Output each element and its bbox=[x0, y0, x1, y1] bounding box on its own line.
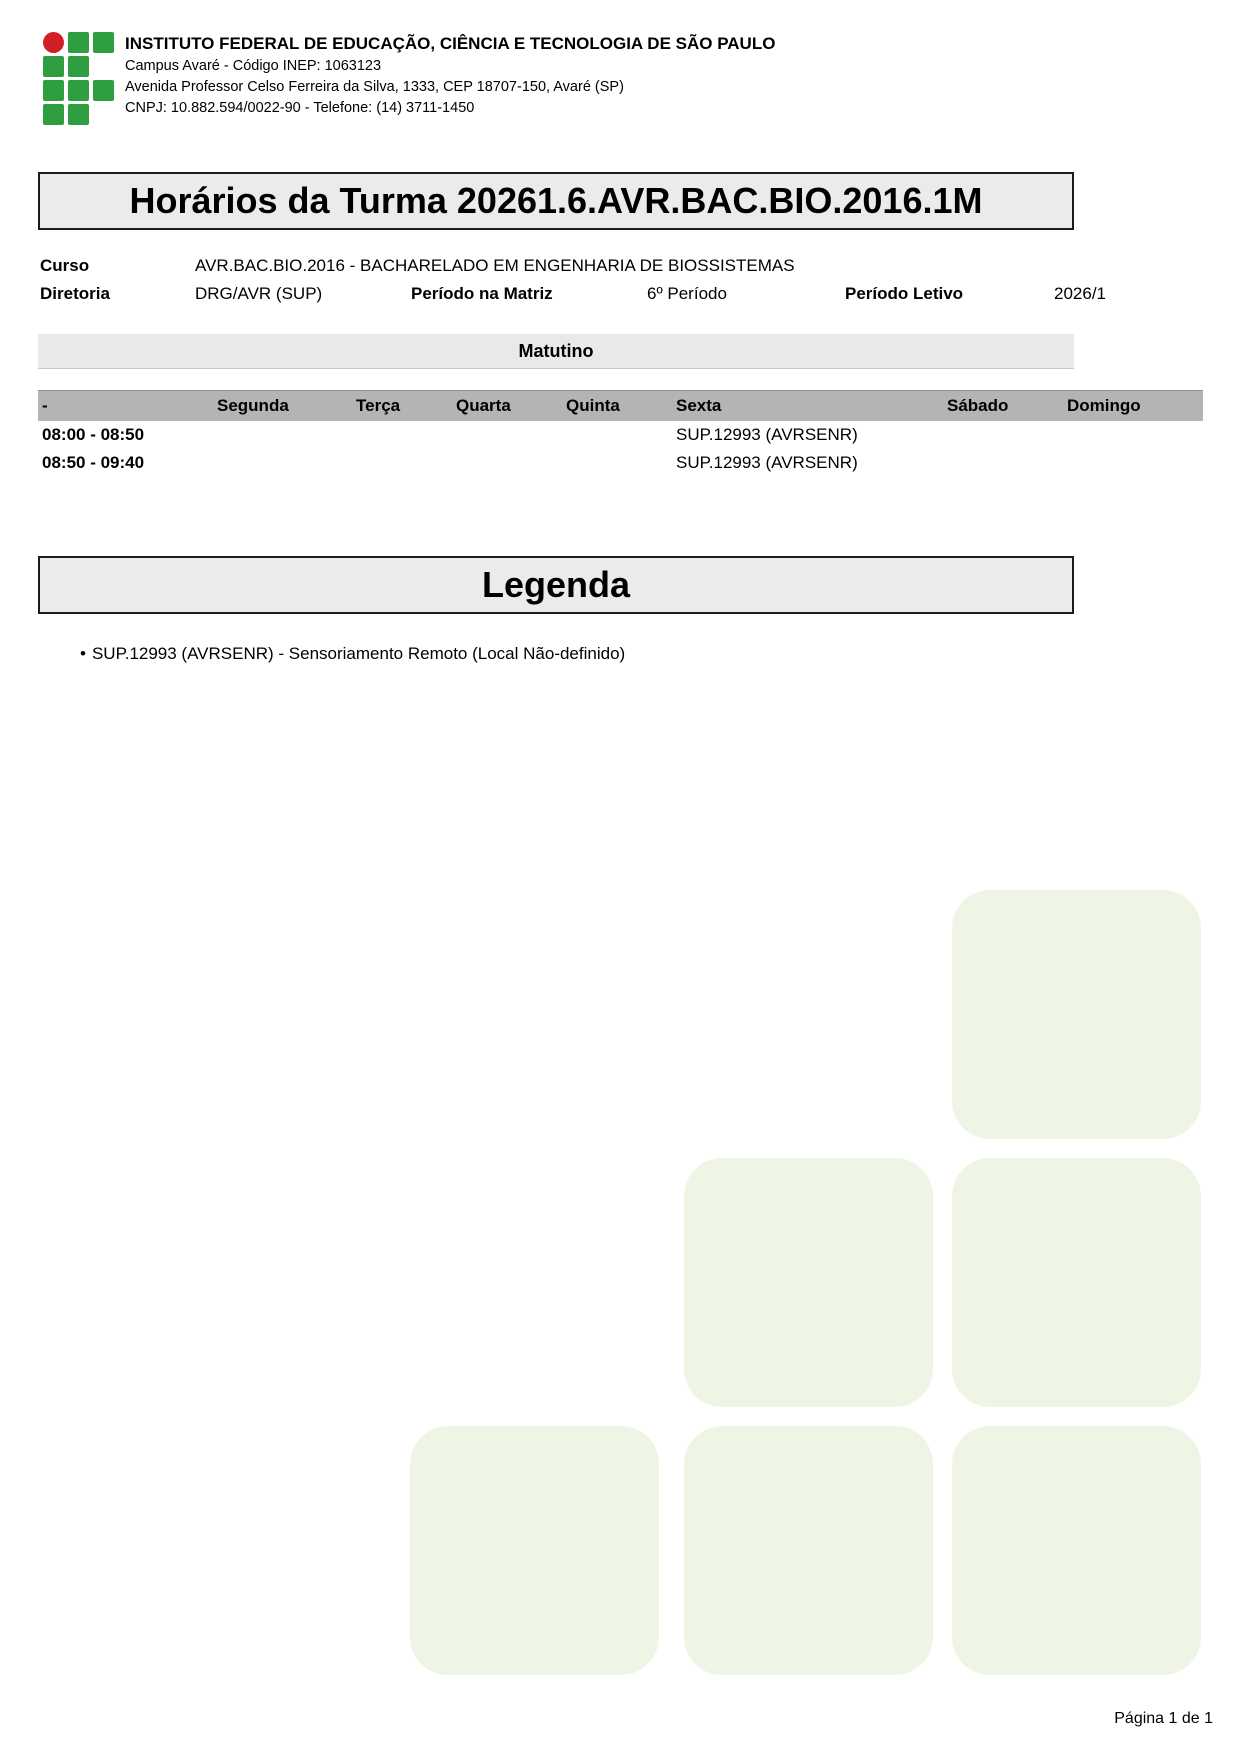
logo-red-dot bbox=[43, 32, 64, 53]
legend-item bbox=[80, 644, 625, 664]
cell-quarta bbox=[452, 421, 562, 449]
curso-label: Curso bbox=[40, 256, 90, 275]
page-title: Horários da Turma 20261.6.AVR.BAC.BIO.2016.1M bbox=[38, 172, 1074, 230]
col-header-domingo: Domingo bbox=[1063, 391, 1203, 422]
col-header-time: - bbox=[38, 391, 213, 422]
logo-green-square bbox=[68, 32, 89, 53]
cell-quinta bbox=[562, 449, 672, 477]
logo-green-square bbox=[68, 80, 89, 101]
cell-terca bbox=[352, 449, 452, 477]
table-row bbox=[38, 449, 1203, 477]
cell-quinta bbox=[562, 421, 672, 449]
institution-name: INSTITUTO FEDERAL DE EDUCAÇÃO, CIÊNCIA E TECNOLOGIA DE SÃO PAULO bbox=[125, 34, 776, 53]
cell-segunda bbox=[213, 421, 352, 449]
logo-green-square bbox=[43, 56, 64, 77]
cell-domingo bbox=[1063, 449, 1203, 477]
time-slot: 08:50 - 09:40 bbox=[42, 453, 145, 472]
time-slot: 08:00 - 08:50 bbox=[42, 425, 145, 444]
periodo-matriz-value: 6º Período bbox=[647, 284, 727, 303]
cnpj-line: CNPJ: 10.882.594/0022-90 - Telefone: (14) 3711-1450 bbox=[125, 100, 475, 116]
periodo-letivo-label: Período Letivo bbox=[845, 284, 964, 303]
table-header-row bbox=[38, 391, 1203, 422]
campus-line: Campus Avaré - Código INEP: 1063123 bbox=[125, 58, 382, 74]
col-header-quinta: Quinta bbox=[562, 391, 672, 422]
schedule-table bbox=[38, 390, 1203, 477]
periodo-matriz-label: Período na Matriz bbox=[411, 284, 553, 303]
col-header-sexta: Sexta bbox=[672, 391, 943, 422]
cell-sexta: SUP.12993 (AVRSENR) bbox=[676, 453, 858, 472]
legend-item-text: SUP.12993 (AVRSENR) - Sensoriamento Remoto (Local Não-definido) bbox=[91, 644, 626, 663]
diretoria-value: DRG/AVR (SUP) bbox=[195, 284, 323, 303]
diretoria-label: Diretoria bbox=[40, 284, 110, 303]
page-number-indicator: Página 1 de 1 bbox=[1114, 1710, 1213, 1727]
logo-green-square bbox=[43, 80, 64, 101]
legend-title: Legenda bbox=[38, 556, 1074, 614]
bullet-icon: • bbox=[80, 644, 86, 663]
cell-sabado bbox=[943, 421, 1063, 449]
logo-green-square bbox=[93, 80, 114, 101]
logo-green-square bbox=[93, 32, 114, 53]
cell-domingo bbox=[1063, 421, 1203, 449]
col-header-terca: Terça bbox=[352, 391, 452, 422]
cell-sexta: SUP.12993 (AVRSENR) bbox=[676, 425, 858, 444]
address-line: Avenida Professor Celso Ferreira da Silva, 1333, CEP 18707-150, Avaré (SP) bbox=[125, 79, 624, 95]
col-header-segunda: Segunda bbox=[213, 391, 352, 422]
table-row bbox=[38, 421, 1203, 449]
ifsp-logo-icon bbox=[43, 32, 115, 126]
curso-value: AVR.BAC.BIO.2016 - BACHARELADO EM ENGENHARIA DE BIOSSISTEMAS bbox=[195, 256, 795, 275]
cell-terca bbox=[352, 421, 452, 449]
cell-segunda bbox=[213, 449, 352, 477]
logo-green-square bbox=[43, 104, 64, 125]
col-header-sabado: Sábado bbox=[943, 391, 1063, 422]
col-header-quarta: Quarta bbox=[452, 391, 562, 422]
cell-quarta bbox=[452, 449, 562, 477]
logo-green-square bbox=[68, 56, 89, 77]
cell-sabado bbox=[943, 449, 1063, 477]
logo-green-square bbox=[68, 104, 89, 125]
periodo-letivo-value: 2026/1 bbox=[1054, 284, 1106, 303]
shift-header-matutino: Matutino bbox=[38, 334, 1074, 369]
